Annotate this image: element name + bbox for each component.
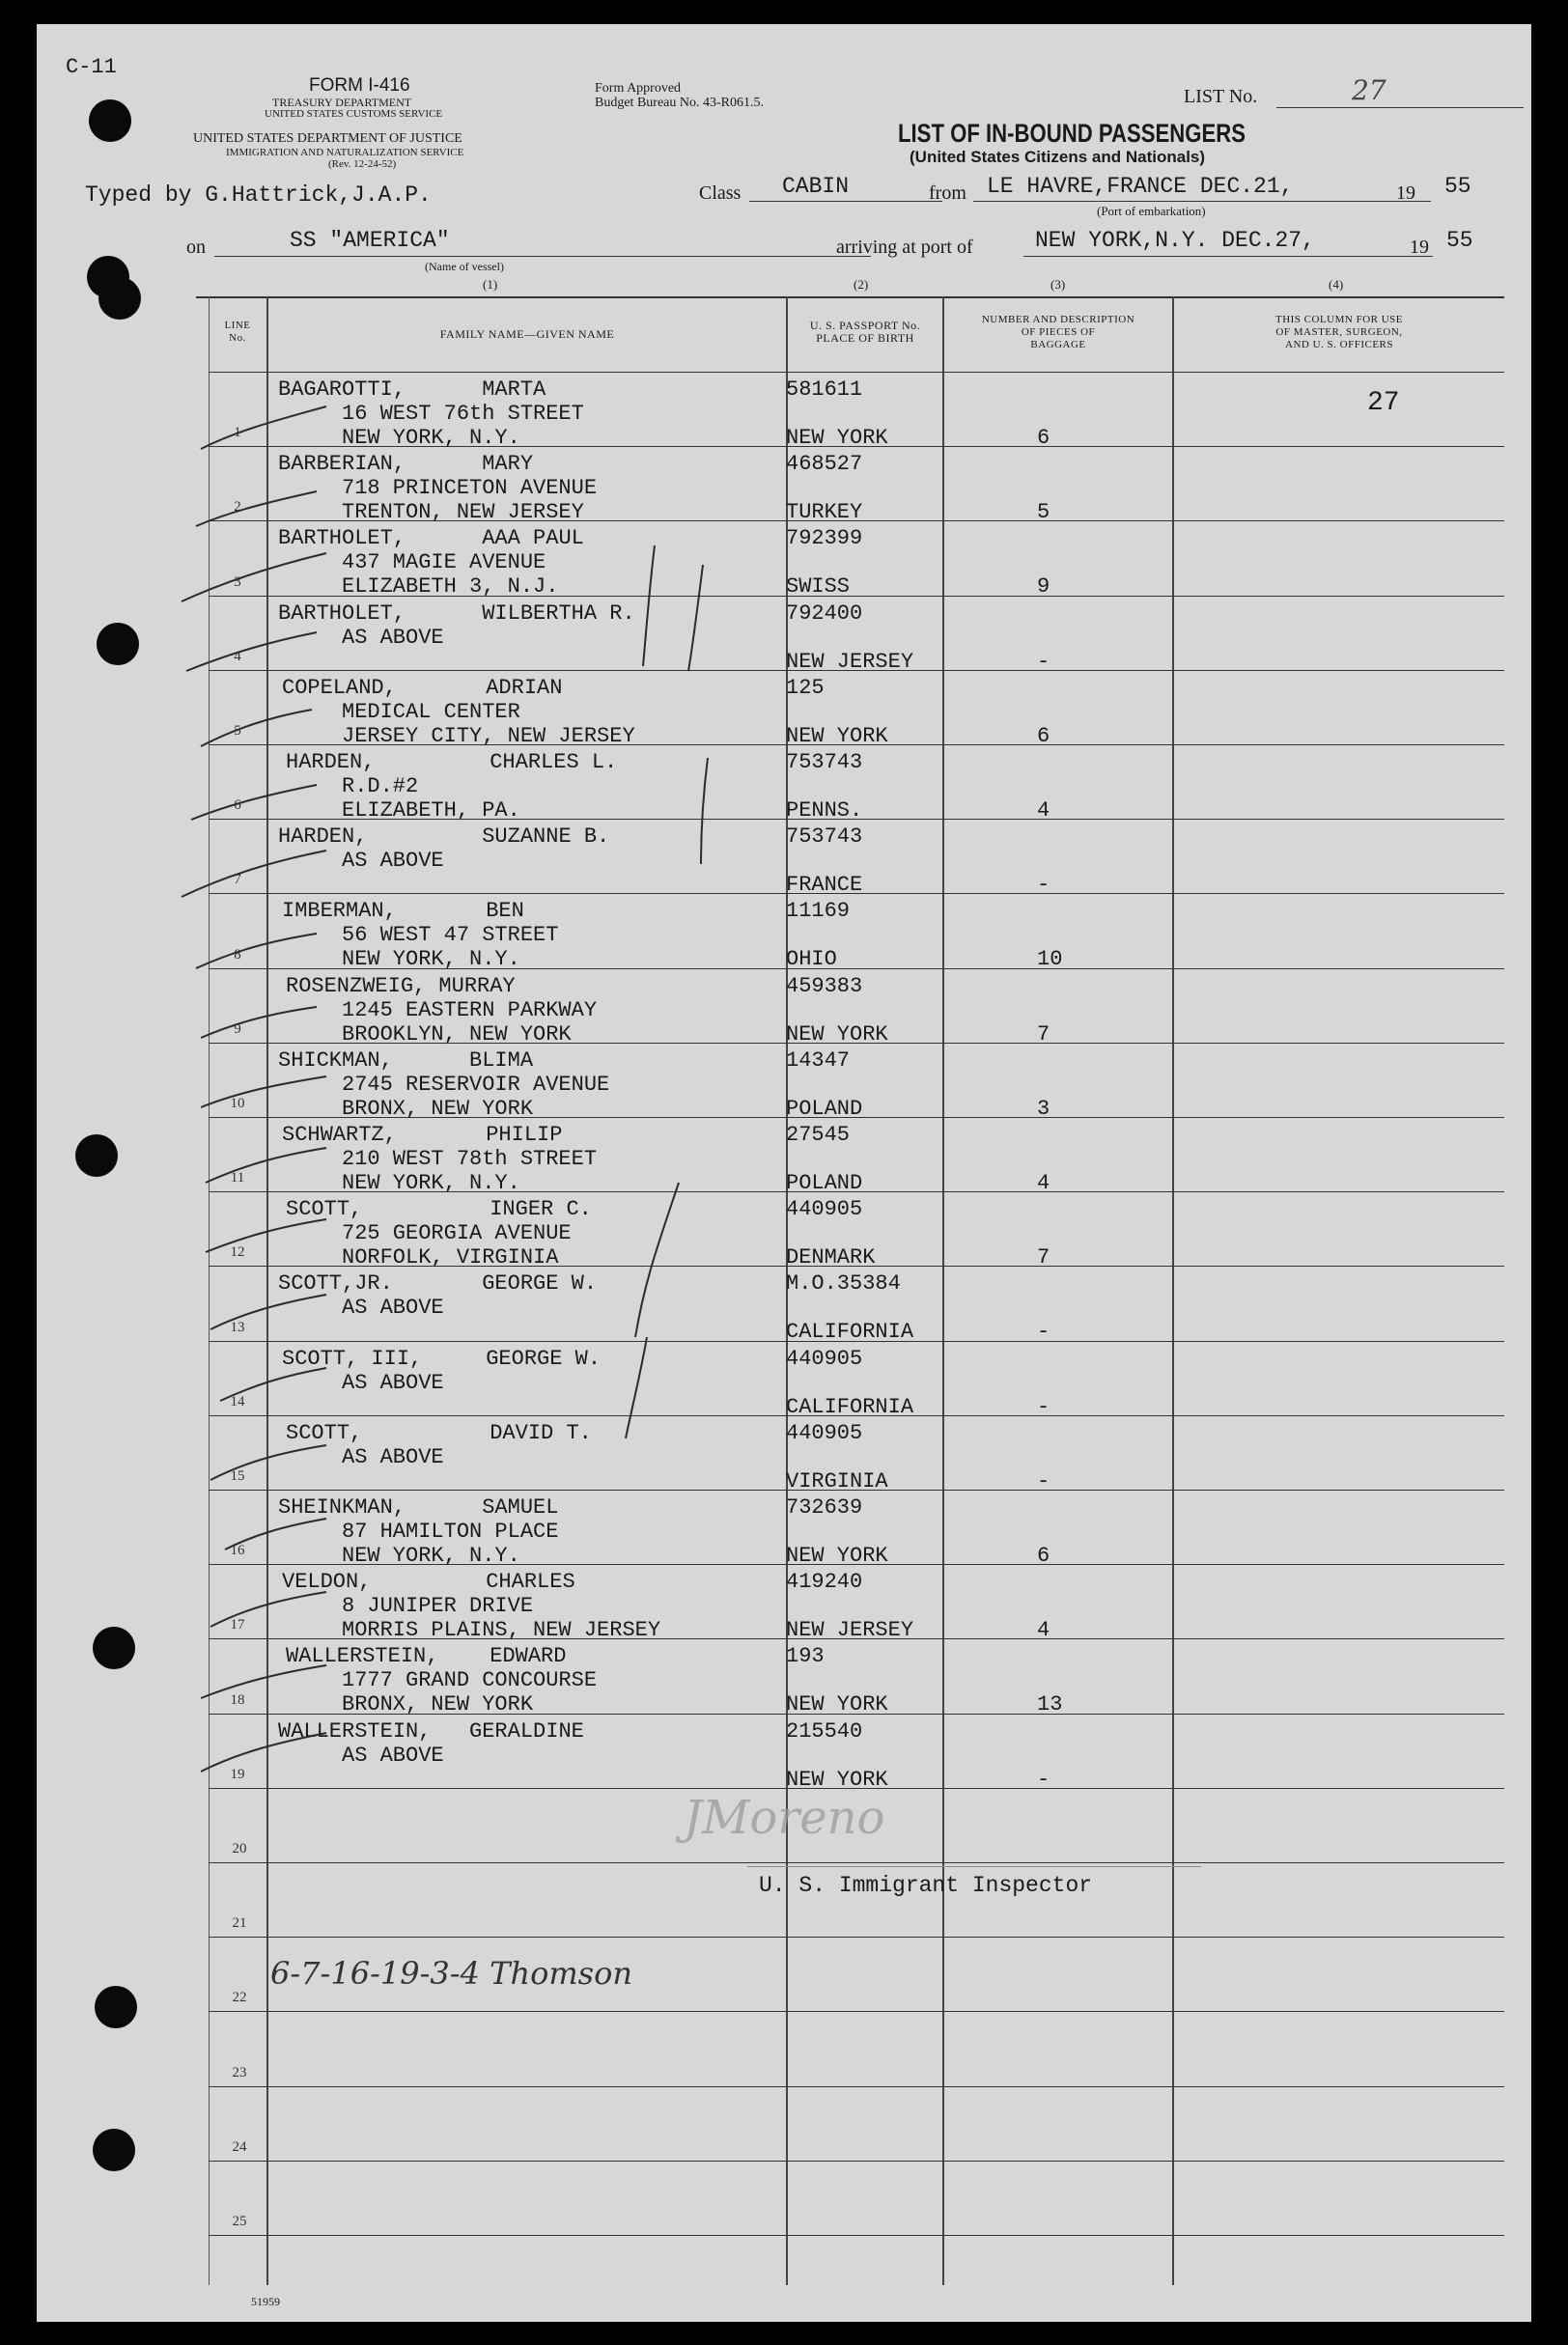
passenger-address-line2: JERSEY CITY, NEW JERSEY <box>342 724 635 748</box>
line-number: 22 <box>232 1990 247 2005</box>
passenger-address-line1: 2745 RESERVOIR AVENUE <box>342 1073 610 1097</box>
passport-number: 27545 <box>786 1123 851 1147</box>
line-number: 3 <box>234 574 241 590</box>
passport-number: 753743 <box>786 824 863 849</box>
passport-number: 11169 <box>786 899 851 923</box>
passenger-address-line2: ELIZABETH 3, N.J. <box>342 574 559 599</box>
vessel-caption: (Name of vessel) <box>425 260 504 273</box>
passenger-name: HARDEN, CHARLES L. <box>286 750 618 774</box>
inspector-title: U. S. Immigrant Inspector <box>759 1873 1093 1898</box>
line-number: 8 <box>234 947 241 963</box>
passport-number: 581611 <box>786 377 863 402</box>
passenger-address-line1: AS ABOVE <box>342 1744 444 1768</box>
passenger-address-line1: AS ABOVE <box>342 626 444 650</box>
list-no-value: 27 <box>1352 74 1386 106</box>
passenger-name: BARTHOLET, WILBERTHA R. <box>278 601 635 626</box>
sheet-code: C-11 <box>66 55 117 79</box>
passport-number: 792400 <box>786 601 863 626</box>
line-number: 20 <box>232 1841 247 1856</box>
passenger-address-line2: NORFOLK, VIRGINIA <box>342 1245 559 1270</box>
list-title: LIST OF IN-BOUND PASSENGERS <box>898 119 1246 148</box>
form-approved: Form Approved <box>595 81 682 96</box>
passenger-address-line2: NEW YORK, N.Y. <box>342 426 520 450</box>
baggage-count: - <box>1037 1395 1050 1419</box>
year-1: 55 <box>1444 174 1471 199</box>
line-number: 24 <box>232 2139 247 2155</box>
baggage-count: 6 <box>1037 724 1050 748</box>
passenger-address-line2: NEW YORK, N.Y. <box>342 1171 520 1195</box>
passport-number: 440905 <box>786 1347 863 1371</box>
line-number: 9 <box>234 1021 241 1037</box>
class-label: Class <box>699 182 742 204</box>
passport-header: U. S. PASSPORT No. PLACE OF BIRTH <box>809 319 921 345</box>
baggage-count: 4 <box>1037 1171 1050 1195</box>
printer-code: 51959 <box>251 2295 280 2308</box>
line-number: 17 <box>230 1617 245 1633</box>
passenger-address-line1: 725 GEORGIA AVENUE <box>342 1221 572 1245</box>
line-number: 14 <box>230 1394 245 1410</box>
baggage-count: - <box>1037 1320 1050 1344</box>
passenger-name: BARTHOLET, AAA PAUL <box>278 526 584 550</box>
line-number: 15 <box>230 1468 245 1484</box>
form-number: FORM I-416 <box>309 75 410 96</box>
port-embarkation-caption: (Port of embarkation) <box>1097 204 1206 218</box>
passenger-address-line1: 87 HAMILTON PLACE <box>342 1520 559 1544</box>
passenger-name: ROSENZWEIG, MURRAY <box>286 974 516 998</box>
place-of-birth: DENMARK <box>786 1245 876 1270</box>
baggage-count: 7 <box>1037 1245 1050 1270</box>
line-no-header: LINE No. <box>224 320 251 344</box>
passenger-address-line2: NEW YORK, N.Y. <box>342 947 520 971</box>
baggage-count: 9 <box>1037 574 1050 599</box>
place-of-birth: NEW YORK <box>786 426 888 450</box>
passenger-name: WALLERSTEIN, EDWARD <box>286 1644 567 1668</box>
baggage-count: 13 <box>1037 1692 1063 1717</box>
passenger-address-line1: MEDICAL CENTER <box>342 700 520 724</box>
baggage-count: 7 <box>1037 1022 1050 1047</box>
line-number: 16 <box>230 1543 245 1558</box>
line-number: 21 <box>232 1915 247 1931</box>
baggage-count: - <box>1037 1768 1050 1792</box>
col-num-3: (3) <box>1050 277 1066 292</box>
passenger-address-line2: BRONX, NEW YORK <box>342 1692 534 1717</box>
line-number: 13 <box>230 1320 245 1335</box>
passenger-address-line1: R.D.#2 <box>342 774 419 798</box>
passenger-name: SCOTT,JR. GEORGE W. <box>278 1271 598 1296</box>
line-number: 2 <box>234 499 241 515</box>
baggage-count: 3 <box>1037 1097 1050 1121</box>
place-of-birth: NEW YORK <box>786 1768 888 1792</box>
list-no-label: LIST No. <box>1184 86 1258 107</box>
passport-number: 440905 <box>786 1197 863 1221</box>
passenger-name: SCOTT, III, GEORGE W. <box>282 1347 602 1371</box>
arriving-label: arriving at port of <box>836 237 973 258</box>
baggage-count: - <box>1037 873 1050 897</box>
passenger-name: SCOTT, INGER C. <box>286 1197 592 1221</box>
place-of-birth: TURKEY <box>786 500 863 524</box>
passport-number: 753743 <box>786 750 863 774</box>
typed-by: Typed by G.Hattrick,J.A.P. <box>85 182 432 208</box>
ins-service: IMMIGRATION AND NATURALIZATION SERVICE <box>226 147 464 158</box>
place-of-birth: POLAND <box>786 1171 863 1195</box>
line-number: 6 <box>234 797 241 813</box>
baggage-count: 5 <box>1037 500 1050 524</box>
passenger-name: HARDEN, SUZANNE B. <box>278 824 610 849</box>
passenger-address-line1: 210 WEST 78th STREET <box>342 1147 598 1171</box>
line-number: 18 <box>230 1692 245 1708</box>
handwritten-note: 6-7-16-19-3-4 Thomson <box>270 1955 632 1992</box>
passenger-address-line1: 1777 GRAND CONCOURSE <box>342 1668 598 1692</box>
inspector-signature: JMoreno <box>684 1791 885 1845</box>
place-of-birth: NEW YORK <box>786 1692 888 1717</box>
place-of-birth: NEW JERSEY <box>786 650 914 674</box>
line-number: 5 <box>234 723 241 739</box>
passport-number: 732639 <box>786 1495 863 1520</box>
passenger-address-line1: 16 WEST 76th STREET <box>342 402 584 426</box>
from-label: from <box>929 182 966 204</box>
check-marks <box>37 24 1531 2322</box>
place-of-birth: PENNS. <box>786 798 863 823</box>
baggage-count: - <box>1037 1469 1050 1494</box>
passenger-name: IMBERMAN, BEN <box>282 899 524 923</box>
baggage-count: - <box>1037 650 1050 674</box>
line-number: 12 <box>230 1244 245 1260</box>
customs-service: UNITED STATES CUSTOMS SERVICE <box>265 108 443 120</box>
passenger-address-line2: MORRIS PLAINS, NEW JERSEY <box>342 1618 661 1642</box>
line-number: 1 <box>234 425 241 440</box>
passenger-address-line1: 718 PRINCETON AVENUE <box>342 476 598 500</box>
passenger-name: SCHWARTZ, PHILIP <box>282 1123 563 1147</box>
passenger-name: BAGAROTTI, MARTA <box>278 377 546 402</box>
passenger-name: SHICKMAN, BLIMA <box>278 1048 534 1073</box>
line-number: 4 <box>234 649 241 664</box>
passenger-name: COPELAND, ADRIAN <box>282 676 563 700</box>
line-number: 19 <box>230 1767 245 1782</box>
passenger-address-line1: 1245 EASTERN PARKWAY <box>342 998 598 1022</box>
treasury-dept: TREASURY DEPARTMENT <box>272 96 412 109</box>
place-of-birth: CALIFORNIA <box>786 1320 914 1344</box>
baggage-count: 6 <box>1037 1544 1050 1568</box>
name-header: FAMILY NAME—GIVEN NAME <box>439 327 615 341</box>
col-num-1: (1) <box>483 277 498 292</box>
col-num-4: (4) <box>1329 277 1344 292</box>
passport-number: 215540 <box>786 1719 863 1744</box>
passenger-address-line1: AS ABOVE <box>342 1371 444 1395</box>
place-of-birth: FRANCE <box>786 873 863 897</box>
passenger-address-line1: 8 JUNIPER DRIVE <box>342 1594 534 1618</box>
passenger-name: WALLERSTEIN, GERALDINE <box>278 1719 584 1744</box>
baggage-count: 10 <box>1037 947 1063 971</box>
officers-header: THIS COLUMN FOR USE OF MASTER, SURGEON, AND U. S. OFFICERS <box>1274 314 1404 350</box>
passport-number: 468527 <box>786 452 863 476</box>
passenger-name: VELDON, CHARLES <box>282 1570 575 1594</box>
passenger-name: BARBERIAN, MARY <box>278 452 534 476</box>
baggage-count: 4 <box>1037 798 1050 823</box>
passport-number: 125 <box>786 676 825 700</box>
passport-number: 792399 <box>786 526 863 550</box>
line-number: 11 <box>230 1170 245 1186</box>
budget-bureau: Budget Bureau No. 43-R061.5. <box>595 96 764 110</box>
place-of-birth: NEW YORK <box>786 1544 888 1568</box>
year-2: 55 <box>1446 228 1473 253</box>
baggage-count: 6 <box>1037 426 1050 450</box>
line-number: 23 <box>232 2065 247 2080</box>
passport-number: 419240 <box>786 1570 863 1594</box>
passenger-address-line1: 56 WEST 47 STREET <box>342 923 559 947</box>
on-label: on <box>186 237 206 258</box>
officer-mark: 27 <box>1367 388 1400 418</box>
place-of-birth: NEW YORK <box>786 1022 888 1047</box>
port-arrival: NEW YORK,N.Y. DEC.27, <box>1035 228 1315 253</box>
passport-number: 440905 <box>786 1421 863 1445</box>
passenger-address-line1: 437 MAGIE AVENUE <box>342 550 546 574</box>
passenger-address-line2: BRONX, NEW YORK <box>342 1097 534 1121</box>
class-value: CABIN <box>782 174 850 199</box>
line-number: 10 <box>230 1096 245 1111</box>
passport-number: 193 <box>786 1644 825 1668</box>
passenger-address-line2: BROOKLYN, NEW YORK <box>342 1022 572 1047</box>
passenger-address-line2: ELIZABETH, PA. <box>342 798 520 823</box>
place-of-birth: NEW JERSEY <box>786 1618 914 1642</box>
line-number: 25 <box>232 2214 247 2229</box>
passenger-address-line2: NEW YORK, N.Y. <box>342 1544 520 1568</box>
place-of-birth: SWISS <box>786 574 851 599</box>
line-number: 7 <box>234 872 241 887</box>
passenger-address-line1: AS ABOVE <box>342 849 444 873</box>
passenger-address-line1: AS ABOVE <box>342 1296 444 1320</box>
passport-number: 459383 <box>786 974 863 998</box>
place-of-birth: OHIO <box>786 947 837 971</box>
passenger-address-line1: AS ABOVE <box>342 1445 444 1469</box>
baggage-header: NUMBER AND DESCRIPTION OF PIECES OF BAGGAGE <box>981 314 1135 350</box>
manifest-page <box>37 24 1531 2322</box>
place-of-birth: VIRGINIA <box>786 1469 888 1494</box>
place-of-birth: NEW YORK <box>786 724 888 748</box>
col-num-2: (2) <box>854 277 869 292</box>
passport-number: M.O.35384 <box>786 1271 901 1296</box>
year-prefix-2: 19 <box>1410 237 1429 258</box>
justice-dept: UNITED STATES DEPARTMENT OF JUSTICE <box>193 131 462 146</box>
passenger-name: SHEINKMAN, SAMUEL <box>278 1495 559 1520</box>
year-prefix-1: 19 <box>1396 182 1415 204</box>
passenger-name: SCOTT, DAVID T. <box>286 1421 592 1445</box>
place-of-birth: CALIFORNIA <box>786 1395 914 1419</box>
revision: (Rev. 12-24-52) <box>328 158 397 170</box>
port-embarkation: LE HAVRE,FRANCE DEC.21, <box>987 174 1294 199</box>
list-subtitle: (United States Citizens and Nationals) <box>910 148 1206 166</box>
vessel-name: SS "AMERICA" <box>290 228 450 253</box>
place-of-birth: POLAND <box>786 1097 863 1121</box>
baggage-count: 4 <box>1037 1618 1050 1642</box>
passenger-address-line2: TRENTON, NEW JERSEY <box>342 500 584 524</box>
passport-number: 14347 <box>786 1048 851 1073</box>
